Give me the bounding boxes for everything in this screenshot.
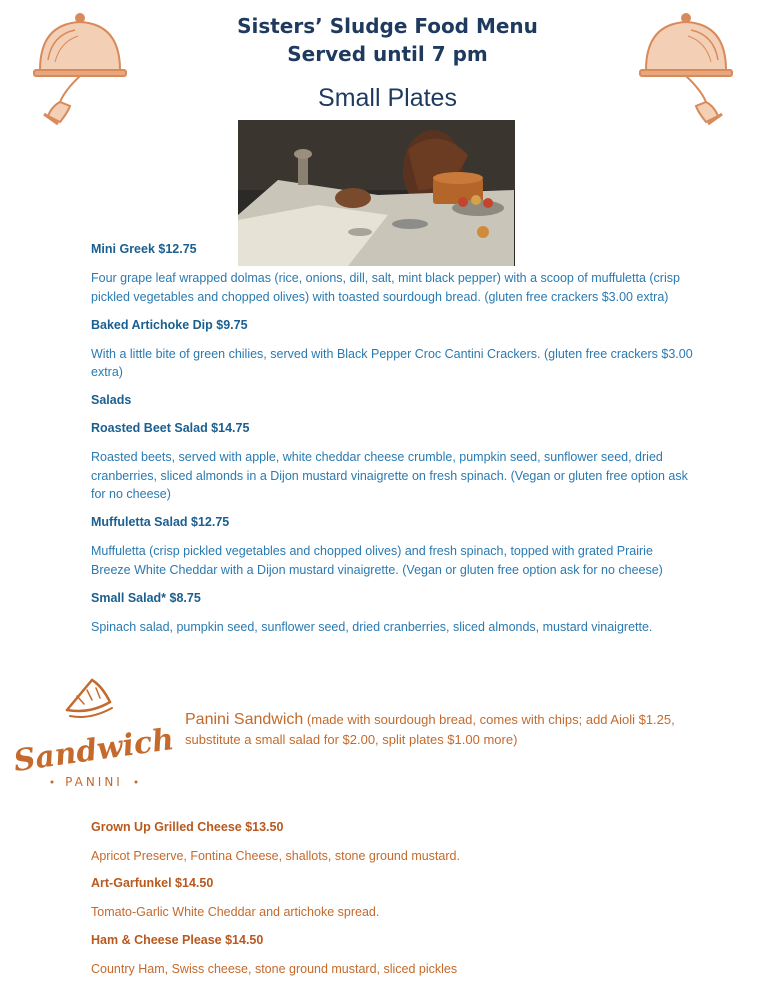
- small-plates-list: [91, 240, 731, 640]
- item-desc-line: Spinach salad, pumpkin seed, sunflower seed, dried cranberries, sliced almonds, mustard vinaigrette.: [91, 620, 653, 634]
- item-desc-line: With a little bite of green chilies, served with Black Pepper Croc Cantini Crackers. (gluten free crackers $3.00: [91, 347, 693, 361]
- panini-logo-text: PANINI: [65, 775, 123, 789]
- title-line-2: Served until 7 pm: [287, 42, 488, 66]
- item-desc-line: cranberries, sliced almonds in a Dijon mustard vinaigrette on fresh spinach. (Vegan or gluten free option ask: [91, 469, 688, 483]
- item-desc-line: Four grape leaf wrapped dolmas (rice, onions, dill, salt, mint black pepper) with a scoop of muffuletta (crisp: [91, 271, 680, 285]
- panini-name: Panini Sandwich: [185, 711, 304, 728]
- item-name-mini-greek: Mini Greek $12.75: [91, 242, 197, 256]
- panini-note-line-1: (made with sourdough bread, comes with chips; add Aioli $1.25,: [306, 712, 675, 727]
- section-title-small-plates: Small Plates: [318, 84, 457, 112]
- salads-heading: Salads: [91, 393, 132, 407]
- item-desc-line: pickled vegetables and chopped olives) with toasted sourdough bread. (gluten free crackers $3.00 extra): [91, 290, 669, 304]
- item-desc-line: Roasted beets, served with apple, white cheddar cheese crumble, pumpkin seed, sunflower seed, dried: [91, 450, 663, 464]
- item-desc-line: Apricot Preserve, Fontina Cheese, shallots, stone ground mustard.: [91, 849, 460, 863]
- item-name-artichoke-dip: Baked Artichoke Dip $9.75: [91, 318, 248, 332]
- panini-note-line-2: substitute a small salad for $2.00, split plates $1.00 more): [185, 732, 518, 747]
- item-name-grown-up-grilled-cheese: Grown Up Grilled Cheese $13.50: [91, 820, 284, 834]
- item-desc-line: Tomato-Garlic White Cheddar and artichoke spread.: [91, 905, 380, 919]
- item-name-small-salad: Small Salad* $8.75: [91, 591, 201, 605]
- item-desc-line: Breeze White Cheddar with a Dijon mustard vinaigrette. (Vegan or gluten free option ask for no cheese): [91, 563, 663, 577]
- sandwich-panini-logo: [11, 672, 177, 797]
- item-name-roasted-beet-salad: Roasted Beet Salad $14.75: [91, 421, 250, 435]
- title-line-1: Sisters’ Sludge Food Menu: [237, 14, 538, 38]
- item-desc-line: Country Ham, Swiss cheese, stone ground mustard, sliced pickles: [91, 962, 458, 976]
- item-desc-line: Muffuletta (crisp pickled vegetables and chopped olives) and fresh spinach, topped with grated Prairie: [91, 544, 653, 558]
- panini-header: [185, 710, 725, 750]
- item-desc-line: for no cheese): [91, 487, 171, 501]
- item-name-art-garfunkel: Art-Garfunkel $14.50: [91, 876, 214, 890]
- item-name-ham-cheese-please: Ham & Cheese Please $14.50: [91, 933, 264, 947]
- sandwich-list: [91, 818, 731, 988]
- item-desc-line: extra): [91, 365, 123, 379]
- item-name-muffuletta-salad: Muffuletta Salad $12.75: [91, 515, 230, 529]
- sandwich-logo-text: Sandwich: [11, 721, 177, 780]
